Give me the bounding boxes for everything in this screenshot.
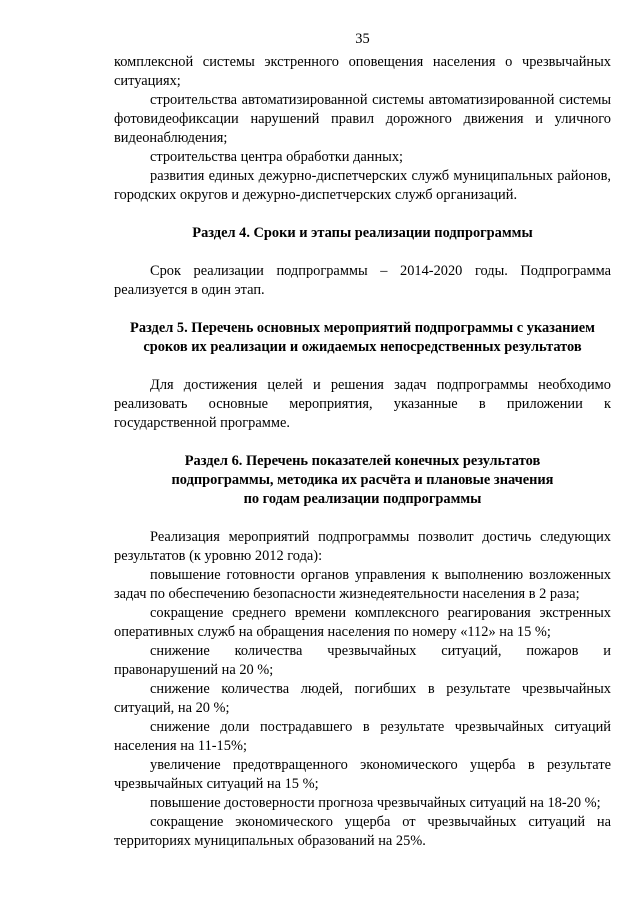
section-5-heading-line1: Раздел 5. Перечень основных мероприятий подпрограммы с указанием <box>130 320 595 336</box>
result-item: сокращение среднего времени комплексного реагирования экстренных оперативных служб на обращения населения по номеру «112» на 15 %; <box>114 605 611 640</box>
document-page <box>114 30 611 851</box>
section-6-heading-line2: подпрограммы, методика их расчёта и плановые значения <box>171 472 554 488</box>
section-5-heading-line2: сроков их реализации и ожидаемых непосредственных результатов <box>143 339 582 355</box>
result-item: сокращение экономического ущерба от чрезвычайных ситуаций на территориях муниципальных образований на 25%. <box>114 814 611 849</box>
paragraph: строительства автоматизированной системы автоматизированной системы фотовидеофиксации нарушений правил дорожного движения и уличного видеонаблюдения; <box>114 92 611 146</box>
section-6-heading-line3: по годам реализации подпрограммы <box>243 491 482 507</box>
result-item: снижение доли пострадавшего в результате чрезвычайных ситуаций населения на 11-15%; <box>114 719 611 754</box>
section-5-text: Для достижения целей и решения задач подпрограммы необходимо реализовать основные мероприятия, указанные в приложении к государственной программе. <box>114 377 611 431</box>
result-item: снижение количества людей, погибших в результате чрезвычайных ситуаций, на 20 %; <box>114 681 611 716</box>
section-4-text: Срок реализации подпрограммы – 2014-2020 годы. Подпрограмма реализуется в один этап. <box>114 263 611 298</box>
page-number: 35 <box>355 31 370 47</box>
paragraph: развития единых дежурно-диспетчерских служб муниципальных районов, городских округов и дежурно-диспетчерских служб организаций. <box>114 168 611 203</box>
paragraph: комплексной системы экстренного оповещения населения о чрезвычайных ситуациях; <box>114 54 611 89</box>
paragraph: Реализация мероприятий подпрограммы позволит достичь следующих результатов (к уровню 2012 года): <box>114 529 611 564</box>
result-item: повышение достоверности прогноза чрезвычайных ситуаций на 18-20 %; <box>150 795 601 811</box>
result-item: снижение количества чрезвычайных ситуаций, пожаров и правонарушений на 20 %; <box>114 643 611 678</box>
result-item: повышение готовности органов управления к выполнению возложенных задач по обеспечению безопасности жизнедеятельности населения в 2 раза; <box>114 567 611 602</box>
result-item: увеличение предотвращенного экономического ущерба в результате чрезвычайных ситуаций на 15 %; <box>114 757 611 792</box>
section-4-heading: Раздел 4. Сроки и этапы реализации подпрограммы <box>192 225 533 241</box>
paragraph: строительства центра обработки данных; <box>150 149 404 165</box>
section-6-heading-line1: Раздел 6. Перечень показателей конечных результатов <box>184 453 541 469</box>
